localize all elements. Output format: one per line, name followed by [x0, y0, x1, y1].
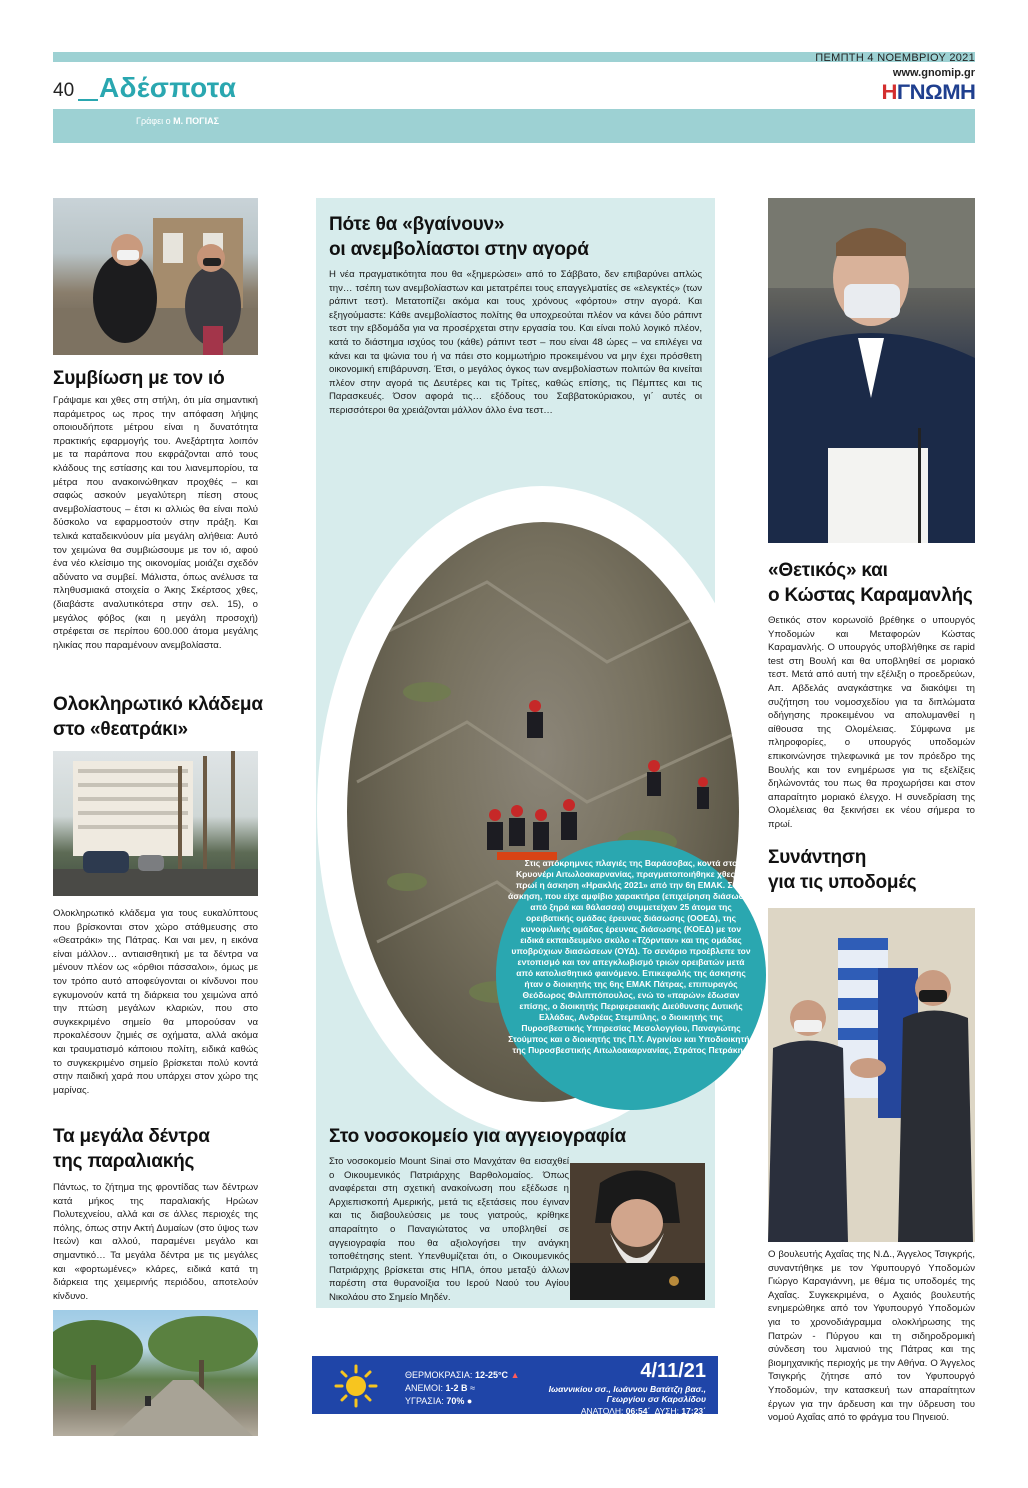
photo-coastal-road-trees [53, 1310, 258, 1436]
article-ypodomes-body: Ο βουλευτής Αχαΐας της Ν.Δ., Άγγελος Τσιγκρής, συναντήθηκε με τον Υφυπουργό Υποδομών Γιώργο Καραγιάννη, με θέμα τις υποδομές της Αχαΐας. Συγκεκριμένα, ο Αχαιός βουλευτής ενημερώθηκε από τον Υφυπουργό Υποδομών για το χρονοδιάγραμμα ολοκλήρωσης της Πατρών - Πύργου και τη σιδηροδρομική σύνδεση του λιμανιού της Πάτρας και της βιομηχανικής περιοχής με την Αθήνα. Ο Άγγελος Τσιγκρής ζήτησε από τον Υφυπουργό Υποδομών, την κατασκευή των απαραίτητων έργων για την άρδευση και την ύδρευση του νομού Αχαΐας από το φράγμα του Πηνειού. [768, 1249, 975, 1424]
headline-dentra-line1: Τα μεγάλα δέντρα [53, 1126, 210, 1147]
sunrise-value: 06:54΄ [625, 1406, 651, 1416]
rescue-caption: Στις απόκρημνες πλαγιές της Βαράσοβας, κοντά στο Κρυονέρι Αιτωλοακαρνανίας, πραγματοποιήθηκε χθες το πρωί η άσκηση «Ηρακλής 2021» από την 6η ΕΜΑΚ. Στην άσκηση, που είχε αμφίβιο χαρακτήρα (επιχείρηση διάσωσης από ξηρά και θάλασσα) συμμετείχαν 25 άτομα της ορειβατικής ομάδας έρευνας διάσωσης (ΟΟΕΔ), της κυνοφιλικής ομάδας έρευνας διάσωσης (ΚΟΕΔ) με τον ειδικά εκπαιδευμένο σκύλο «Τζόρνταν» και της ομάδας υποβρύχιων διασώσεων (ΟΥΔ). Το σενάριο προέβλεπε τον εντοπισμό και τον απεγκλωβισμό τριών ορειβατών μετά από κατολισθητικό φαινόμενο. Επικεφαλής της άσκησης ήταν ο διοικητής της 6ης ΕΜΑΚ Πάτρας, επιπυραγός Θεόδωρος Φιλιππόπουλος, ενώ το «παρών» έδωσαν επίσης, ο διοικητής Περιφερειακής Διεύθυνσης Δυτικής Ελλάδας, Ανδρέας Στεμπίλης, ο διοικητής της Πυροσβεστικής Υπηρεσίας Μεσολογγίου, Παναγιώτης Στούμπος και ο διοικητής της Π.Υ. Αγρινίου και Υποδιοικητής της Πυροσβεστικής Αιτωλοακαρνανίας, Στράτος Πετράκης. [508, 858, 755, 1055]
wind-icon: ≈ [470, 1383, 476, 1393]
article-nosokomeio-body: Στο νοσοκομείο Mount Sinai στο Μανχάταν θα εισαχθεί ο Οικουμενικός Πατριάρχης Βαρθολομαίος. Όπως αναφέρεται στη σχετική ανακοίνωση που εξέδωσε η Αρχιεπισκοπή Αμερικής, μετά τις εξετάσεις που έγιναν και τις διαβουλεύσεις με τους γιατρούς, κρίθηκε απαραίτητο ο Παναγιώτατος να υποβληθεί σε αγγειογραφία που θα αξιολογήσει την ανάγκη τοποθέτησης stent. Υπενθυμίζεται ότι, ο Οικουμενικός Πατριάρχης βρίσκεται στις ΗΠΑ, όπου μεταξύ άλλων παρέστη στα θυρανοίξια του Ιερού Ναού του Αγίου Νικολάου στο Σημείο Μηδέν. [329, 1156, 569, 1303]
page-number: 40 [53, 80, 75, 101]
sunset-label: ΔΥΣΗ: [654, 1406, 680, 1416]
name-days-line2: Γεωργίου σσ Καρσλίδου [606, 1394, 706, 1404]
wind-value: 1-2 Β [445, 1383, 468, 1393]
article-karamanlis-body: Θετικός στον κορωνοϊό βρέθηκε ο υπουργός Υποδομών και Μεταφορών Κώστας Καραμανλής. Ο υπουργός υποβλήθηκε σε rapid test στη Βουλή και θα υποβληθεί σε μοριακό τεστ. Μετά από αυτή την εξέλιξη ο προεδρεύων, Απ. Αβδελάς αναγκάστηκε να διακόψει τη συζήτηση του νομοσχεδίου για τα διπλώματα οδήγησης προκειμένου να απολυμανθεί η αίθουσα της Ολομέλειας. Σύμφωνα με πληροφορίες, ο υπουργός υποδομών επικοινώνησε τηλεφωνικά με τον πρόεδρο της Βουλής και τον ενημέρωσε για τις εξελίξεις δηλώνοντάς του πως θα προχωρήσει και στον απαραίτητο μοριακό έλεγχο. Η συνεδρίαση της Ολομέλειας θα ξεκινήσει εκ νέου σήμερα το πρωί. [768, 615, 975, 830]
headline-dentra [53, 1124, 273, 1174]
article-dentra-body: Πάντως, το ζήτημα της φροντίδας των δέντρων κατά μήκος της παραλιακής Ηρώων Πολυτεχνείου, αλλά και σε άλλες περιοχές της πόλης, όπως στην Ακτή Δυμαίων (στο ύψος των Ιτεών) και αλλού, παραμένει μεγάλο και σημαντικό… Τα μεγάλα δέντρα με τις μεγάλες και «φορτωμένες» κλάρες, ειδικά κατά τη διάρκεια της χειμερινής περιόδου, αποτελούν κίνδυνο. [53, 1182, 258, 1302]
section-title: Αδέσποτα [99, 72, 237, 103]
headline-agora-line1: Πότε θα «βγαίνουν» [329, 214, 505, 235]
temperature-value: 12-25°C [474, 1370, 509, 1380]
weather-temperature [405, 1370, 520, 1380]
name-days [549, 1384, 706, 1404]
name-days-line1: Ιωαννικίου σσ., Ιωάννου Βατάτζη βασ., [548, 1384, 706, 1394]
humidity-value: 70% [446, 1396, 465, 1406]
photo-patriarch-bartholomew [570, 1163, 705, 1300]
newspaper-logo [881, 81, 975, 105]
headline-kladema-line2: στο «θεατράκι» [53, 719, 188, 740]
weather-wind [405, 1383, 475, 1393]
photo-karamanlis [768, 198, 975, 543]
website-link[interactable]: www.gnomip.gr [892, 67, 975, 79]
headline-karamanlis [768, 558, 975, 608]
byline [136, 116, 219, 126]
photo-parking-art [53, 751, 258, 896]
sunrise-sunset [581, 1406, 706, 1416]
photo-karamanlis-art [768, 198, 975, 543]
sun-icon [334, 1364, 378, 1408]
temperature-label: ΘΕΡΜΟΚΡΑΣΙΑ: [405, 1370, 473, 1380]
weather-humidity [405, 1396, 472, 1406]
headline-karamanlis-line2: ο Κώστας Καραμανλής [768, 585, 973, 606]
article-kladema-body: Ολοκληρωτικό κλάδεμα για τους ευκαλύπτους που βρίσκονται στον χώρο στάθμευσης στο «Θεατράκι» της Πάτρας. Και ναι μεν, η εικόνα είναι μάλλον… αντιαισθητική με τα δέντρα να μένουν πλέον ως «όρθιοι πάσσαλοι», όμως με τον τρόπο αυτό αποφεύγονται οι κίνδυνοι που εγκυμονούν κατά τη διάρκεια του χειμώνα από την πτώση μεγάλων κλαριών, που στο συγκεκριμένο σημείο θα μπορούσαν να προκαλέσουν ζημιές σε οχήματα, αλλά ακόμα και τραυματισμό κάποιου πολίτη, ειδικά καθώς το συγκεκριμένο σημείο βρίσκεται πολύ κοντά στην παιδική χαρά που υπάρχει στον χώρο της μαρίνας. [53, 908, 258, 1096]
humidity-icon: ● [466, 1396, 473, 1406]
headline-dentra-line2: της παραλιακής [53, 1151, 195, 1172]
article-agora-body: Η νέα πραγματικότητα που θα «ξημερώσει» από το Σάββατο, δεν επιβαρύνει απλώς την… τσέπη των ανεμβολίαστων και μετατρέπει τους επαγγελματίες σε «ελεγκτές» (των ράπιντ τεστ). Μετατοπίζει ακόμα και τους χρόνους «φόρτου» στην αγορά. Και εξηγούμαστε: Κάθε ανεμβολίαστος πολίτης θα υποχρεούται πλέον να κάνει δύο ράπιντ τεστ την εβδομάδα για να προσέρχεται στην εργασία του. Και είναι πολύ λογικό πλέον, κατά το διάστημα ισχύος του (κάθε) ράπιντ τεστ – που είναι 48 ώρες – να επιλέγει να κάνει και τα ψώνια του ή να πάει στο κομμωτήριο προκειμένου να μην έχει πρόσθετη οικονομική επιβάρυνση. Έτσι, ο μεγάλος όγκος των ανεμβολίαστων πολιτών θα κινείται πλέον στην αγορά τις Δευτέρες και τις Τρίτες, καθώς επίσης, τις Πέμπτες και τις Παρασκευές. Όσον αφορά τις… εξόδους του Σαββατοκύριακου, γι΄ αυτές οι περισσότεροι θα χρειάζονται μάλλον άλλο ένα τεστ… [329, 269, 702, 416]
section-dash [78, 99, 98, 101]
humidity-label: ΥΓΡΑΣΙΑ: [405, 1396, 444, 1406]
photo-patriarch-art [570, 1163, 705, 1300]
article-symbiosi-body: Γράψαμε και χθες στη στήλη, ότι μία σημαντική παράμετρος ως προς την απόφαση λήψης οποιουδήποτε μέτρου είναι η δυνατότητα πρακτικής εφαρμογής του. Ανεξάρτητα λοιπόν με τα παράπονα που εκφράζονται από τους κλάδους της εστίασης και του λιανεμπορίου, τα μέτρα που ανακοινώθηκαν προχθές – και σαφώς ασκούν μεγαλύτερη πίεση στους ανεμβολίαστους – έτσι κι αλλιώς θα είναι πολύ δύσκολο να εφαρμοστούν στην πράξη. Και τελικά καταδεικνύουν μία μεγάλη αλήθεια: Αυτό τον χειμώνα θα συμβιώσουμε με τον ιό, αφού ένα νέο κλείσιμο της οικονομίας μοιάζει σχεδόν αδύνατο να συμβεί. Μάλιστα, όπως ανέλυσε τα πληθυσμιακά στοιχεία ο Άκης Σκέρτσος χθες, (διαβάστε αναλυτικότερα στην σελ. 15), ο μεγάλος φόβος (και η μεγάλη προσοχή) στρέφεται σε περίπου 600.000 άτομα μεγάλης ηλικίας που παραμένουν ανεμβολίαστα. [53, 395, 258, 651]
photo-coastal-road-art [53, 1310, 258, 1436]
issue-date: ΠΕΜΠΤΗ 4 ΝΟΕΜΒΡΙΟΥ 2021 [815, 52, 975, 64]
headline-symbiosi: Συμβίωση με τον ιό [53, 368, 225, 389]
headline-ypodomes-line2: για τις υποδομές [768, 872, 917, 893]
headline-agora [329, 212, 709, 262]
photo-tsigkris-karagiannis-meeting [768, 908, 975, 1242]
sunrise-label: ΑΝΑΤΟΛΗ: [580, 1406, 624, 1416]
byline-author: Μ. ΠΟΓΙΑΣ [173, 116, 219, 126]
photo-two-people-art [53, 198, 258, 355]
wind-label: ΑΝΕΜΟΙ: [405, 1383, 444, 1393]
headline-nosokomeio: Στο νοσοκομείο για αγγειογραφία [329, 1126, 626, 1147]
photo-meeting-art [768, 908, 975, 1242]
byline-prefix: Γράφει ο [136, 116, 171, 126]
headline-karamanlis-line1: «Θετικός» και [768, 560, 888, 581]
byline-band [53, 109, 975, 143]
photo-parking-eucalyptus [53, 751, 258, 896]
sunset-value: 17:23΄ [681, 1406, 706, 1416]
headline-ypodomes [768, 845, 975, 895]
headline-kladema [53, 692, 273, 742]
logo-main: ΓΝΩΜΗ [896, 81, 975, 104]
weather-box [312, 1356, 718, 1414]
logo-prefix: Η [881, 81, 897, 104]
weather-date: 4/11/21 [640, 1360, 706, 1382]
photo-two-people-masks [53, 198, 258, 355]
headline-agora-line2: οι ανεμβολίαστοι στην αγορά [329, 239, 589, 260]
headline-ypodomes-line1: Συνάντηση [768, 847, 867, 868]
headline-kladema-line1: Ολοκληρωτικό κλάδεμα [53, 694, 263, 715]
thermometer-icon: ▲ [510, 1370, 520, 1380]
